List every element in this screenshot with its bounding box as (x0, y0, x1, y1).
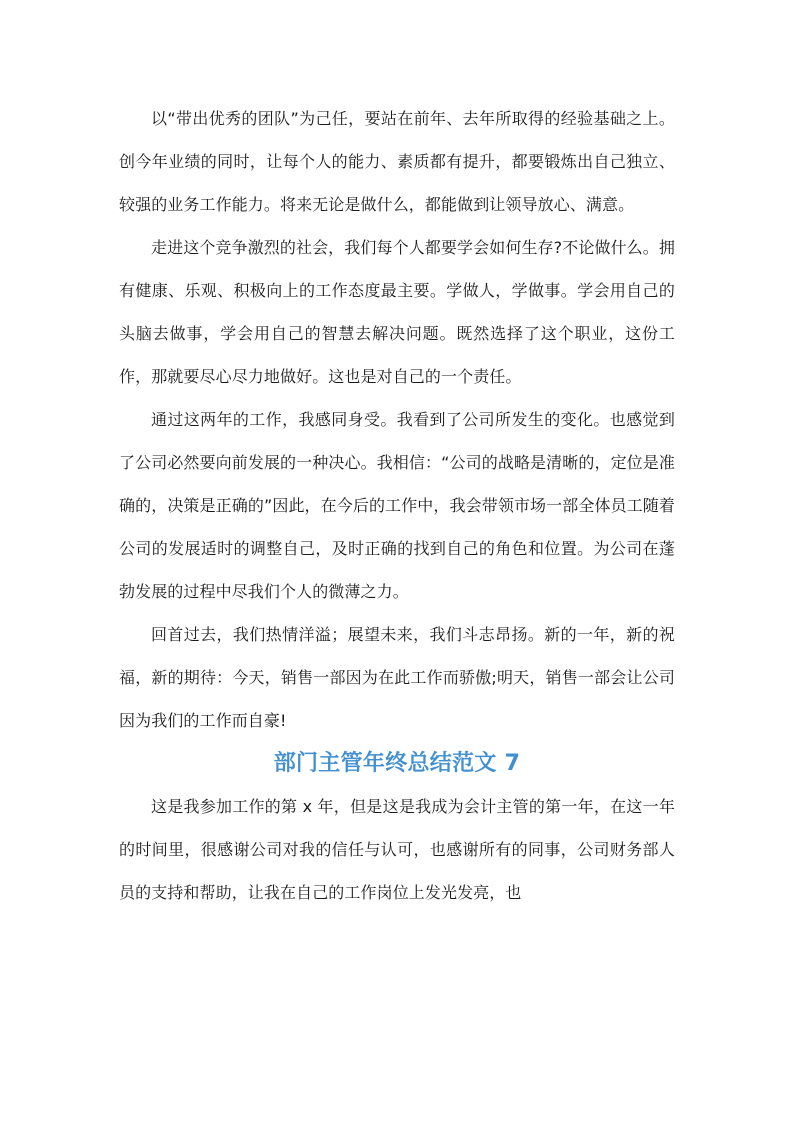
paragraph-looking-back: 回首过去，我们热情洋溢；展望未来，我们斗志昂扬。新的一年，新的祝福，新的期待：今天，销售一部因为在此工作而骄傲;明天，销售一部会让公司因为我们的工作而自豪! (119, 625, 675, 730)
paragraph-two-years: 通过这两年的工作，我感同身受。我看到了公司所发生的变化。也感觉到了公司必然要向前发展的一种决心。我相信：“公司的战略是清晰的，定位是准确的，决策是正确的”因此，在今后的工作中，我会带领市场一部全体员工随着公司的发展适时的调整自己，及时正确的找到自己的角色和位置。为公司在蓬勃发展的过程中尽我们个人的微薄之力。 (119, 410, 675, 601)
paragraph-accounting-supervisor: 这是我参加工作的第 x 年，但是这是我成为会计主管的第一年，在这一年的时间里，很感谢公司对我的信任与认可，也感谢所有的同事，公司财务部人员的支持和帮助，让我在自己的工作岗位上发光发亮，也 (119, 797, 675, 902)
document-page (119, 97, 675, 914)
paragraph-team-goal: 以“带出优秀的团队”为己任，要站在前年、去年所取得的经验基础之上。创今年业绩的同时，让每个人的能力、素质都有提升，都要锻炼出自己独立、较强的业务工作能力。将来无论是做什么，都能做到让领导放心、满意。 (119, 109, 675, 214)
section-title: 部门主管年终总结范文 7 (273, 751, 521, 776)
paragraph-competition: 走进这个竞争激烈的社会，我们每个人都要学会如何生存?不论做什么。拥有健康、乐观、积极向上的工作态度最主要。学做人，学做事。学会用自己的头脑去做事，学会用自己的智慧去解决问题。既然选择了这个职业，这份工作，那就要尽心尽力地做好。这也是对自己的一个责任。 (119, 238, 675, 386)
